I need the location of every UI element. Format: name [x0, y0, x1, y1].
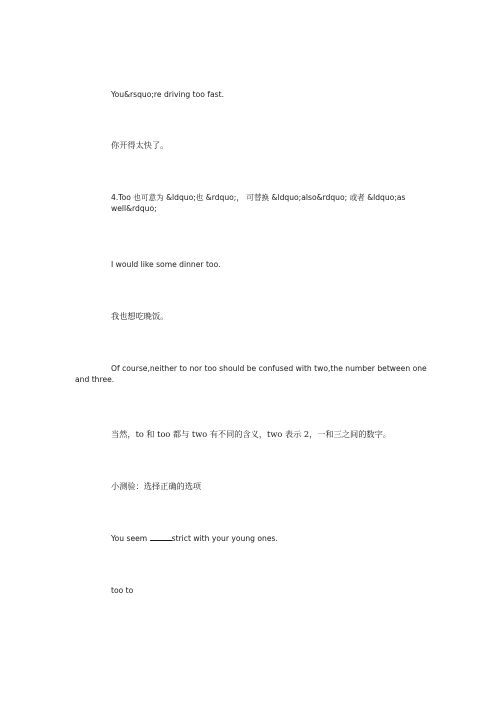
- clarification-paragraph: Of course,neither to nor too should be confused with two,the number between one and three.: [75, 364, 427, 384]
- quiz-question-start: You seem: [111, 534, 150, 543]
- example-sentence-english: You&rsquo;re driving too fast.: [111, 90, 225, 99]
- clarification-paragraph-chinese: 当然，to 和 too 都与 two 有不同的含义，two 表示 2，一和三之间的数字。: [111, 429, 391, 439]
- example-sentence-chinese-2: 我也想吃晚饭。: [111, 311, 169, 321]
- quiz-options: too to: [111, 586, 134, 595]
- quiz-question: [111, 533, 278, 544]
- usage-note-4: 4.Too 也可意为 &ldquo;也 &rdquo;， 可替换 &ldquo;also&rdquo; 或者 &ldquo;as well&rdquo;: [111, 193, 406, 213]
- quiz-heading: 小测验：选择正确的选项: [111, 481, 202, 491]
- fill-in-blank: [150, 533, 172, 541]
- example-sentence-english-2: I would like some dinner too.: [111, 260, 221, 269]
- example-sentence-chinese: 你开得太快了。: [111, 140, 169, 150]
- quiz-question-end: strict with your young ones.: [171, 534, 278, 543]
